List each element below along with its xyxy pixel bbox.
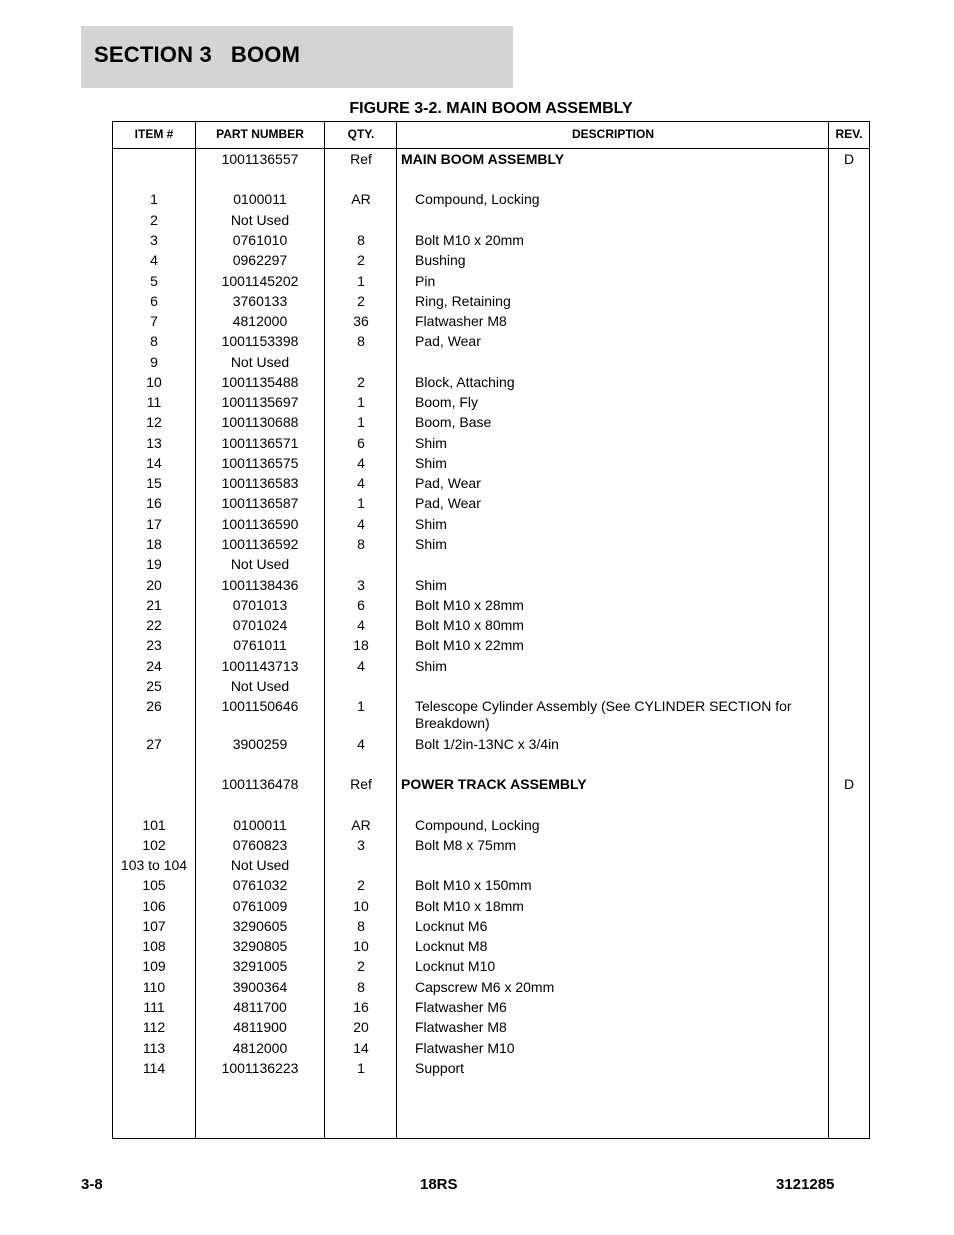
- qty-cell: 2: [357, 252, 365, 268]
- description-cell: Flatwasher M10: [415, 1040, 515, 1056]
- item-cell: 106: [142, 898, 166, 914]
- rev-cell: D: [843, 776, 855, 792]
- part-number-cell: 1001150646: [221, 698, 299, 714]
- part-number-cell: 3290805: [232, 938, 288, 954]
- qty-cell: 4: [357, 516, 365, 532]
- part-number-cell: 1001135697: [221, 394, 299, 410]
- description-cell: Bolt M10 x 22mm: [415, 637, 524, 653]
- table-row: [113, 577, 869, 597]
- table-row: [113, 1019, 869, 1039]
- item-cell: 109: [142, 958, 166, 974]
- part-number-cell: 0100011: [233, 191, 287, 207]
- item-cell: 4: [150, 252, 158, 268]
- table-row: [113, 857, 869, 877]
- part-number-cell: 3760133: [232, 293, 288, 309]
- table-row: [113, 678, 869, 698]
- description-cell: Locknut M8: [415, 938, 488, 954]
- description-cell: Shim: [415, 455, 447, 471]
- table-row: [113, 333, 869, 353]
- item-cell: 9: [150, 354, 158, 370]
- description-cell: Bolt M8 x 75mm: [415, 837, 517, 853]
- description-cell: Flatwasher M6: [415, 999, 507, 1015]
- table-row: [113, 232, 869, 252]
- table-row: [113, 394, 869, 414]
- qty-cell: 36: [353, 313, 369, 329]
- description-cell: Shim: [415, 536, 447, 552]
- part-number-cell: 1001143713: [221, 658, 299, 674]
- qty-cell: 4: [357, 455, 365, 471]
- part-number-cell: 3291005: [232, 958, 288, 974]
- description-cell: Bolt 1/2in-13NC x 3/4in: [415, 736, 559, 752]
- item-cell: 111: [143, 999, 165, 1015]
- item-cell: 8: [150, 333, 158, 349]
- description-cell: Shim: [415, 435, 447, 451]
- qty-cell: 2: [357, 374, 365, 390]
- table-header: [113, 122, 869, 149]
- rev-cell: D: [843, 151, 855, 167]
- description-cell: Ring, Retaining: [415, 293, 511, 309]
- qty-cell: 3: [357, 837, 365, 853]
- part-number-cell: 1001136223: [221, 1060, 299, 1076]
- qty-cell: 10: [353, 898, 369, 914]
- part-number-cell: 0761009: [232, 898, 288, 914]
- part-number-cell: 0701024: [232, 617, 288, 633]
- part-number-cell: 1001136571: [221, 435, 299, 451]
- description-cell: Flatwasher M8: [415, 313, 507, 329]
- header-item: ITEM #: [134, 127, 174, 141]
- qty-cell: 1: [357, 273, 365, 289]
- item-cell: 12: [146, 414, 162, 430]
- part-number-cell: 0701013: [232, 597, 288, 613]
- table-row: [113, 938, 869, 958]
- qty-cell: 8: [357, 979, 365, 995]
- part-number-cell: 1001145202: [221, 273, 299, 289]
- part-number-cell: 3290605: [232, 918, 288, 934]
- item-cell: 101: [142, 817, 166, 833]
- description-cell: Locknut M6: [415, 918, 488, 934]
- description-cell: Bolt M10 x 28mm: [415, 597, 524, 613]
- qty-cell: AR: [351, 817, 371, 833]
- description-cell: Pad, Wear: [415, 333, 481, 349]
- item-cell: 15: [146, 475, 162, 491]
- table-row: [113, 212, 869, 232]
- description-cell: Support: [415, 1060, 465, 1076]
- qty-cell: 1: [357, 394, 365, 410]
- item-cell: 19: [146, 556, 162, 572]
- item-cell: 21: [146, 597, 162, 613]
- qty-cell: 8: [357, 333, 365, 349]
- qty-cell: Ref: [350, 151, 372, 167]
- table-row: [113, 658, 869, 678]
- footer-model: 18RS: [420, 1176, 458, 1193]
- item-cell: 27: [146, 736, 162, 752]
- description-cell: Flatwasher M8: [415, 1019, 507, 1035]
- item-cell: 14: [146, 455, 162, 471]
- part-number-cell: 1001153398: [221, 333, 299, 349]
- section-banner: [81, 26, 513, 88]
- table-row: [113, 354, 869, 374]
- qty-cell: 6: [357, 597, 365, 613]
- item-cell: 10: [146, 374, 162, 390]
- description-cell: Bolt M10 x 20mm: [415, 232, 524, 248]
- part-number-cell: 1001136592: [221, 536, 299, 552]
- description-cell: Block, Attaching: [415, 374, 515, 390]
- qty-cell: 2: [357, 958, 365, 974]
- item-cell: 25: [146, 678, 162, 694]
- part-number-cell: 0761032: [232, 877, 288, 893]
- part-number-cell: 1001136478: [221, 776, 299, 792]
- assembly-row: [113, 151, 869, 171]
- table-row: [113, 252, 869, 272]
- table-row: [113, 1060, 869, 1080]
- qty-cell: 3: [357, 577, 365, 593]
- header-part-number: PART NUMBER: [216, 127, 304, 141]
- header-qty: QTY.: [347, 127, 375, 141]
- qty-cell: 8: [357, 918, 365, 934]
- table-row: [113, 877, 869, 897]
- part-number-cell: Not Used: [230, 354, 290, 370]
- table-row: [113, 736, 869, 756]
- part-number-cell: 4812000: [232, 1040, 288, 1056]
- table-row: [113, 516, 869, 536]
- part-number-cell: 4811900: [233, 1019, 287, 1035]
- item-cell: 6: [150, 293, 158, 309]
- item-cell: 113: [142, 1040, 166, 1056]
- description-cell: Shim: [415, 577, 447, 593]
- table-row: [113, 475, 869, 495]
- part-number-cell: 4812000: [232, 313, 288, 329]
- table-row: [113, 414, 869, 434]
- item-cell: 105: [142, 877, 166, 893]
- footer-doc-number: 3121285: [776, 1176, 835, 1193]
- figure-title: FIGURE 3-2. MAIN BOOM ASSEMBLY: [349, 100, 633, 117]
- table-row: [113, 817, 869, 837]
- parts-table: [112, 121, 870, 1139]
- table-row: [113, 273, 869, 293]
- qty-cell: 20: [353, 1019, 369, 1035]
- table-row: [113, 898, 869, 918]
- qty-cell: 2: [357, 293, 365, 309]
- item-cell: 108: [142, 938, 166, 954]
- description-cell: POWER TRACK ASSEMBLY: [401, 776, 587, 792]
- item-cell: 110: [142, 979, 166, 995]
- item-cell: 13: [146, 435, 162, 451]
- table-row: [113, 597, 869, 617]
- qty-cell: 1: [357, 698, 365, 714]
- part-number-cell: 1001130688: [221, 414, 299, 430]
- item-cell: 7: [150, 313, 158, 329]
- item-cell: 18: [146, 536, 162, 552]
- table-row: [113, 374, 869, 394]
- part-number-cell: 1001136587: [221, 495, 299, 511]
- description-cell: Telescope Cylinder Assembly (See CYLINDER SECTION for Breakdown): [415, 698, 792, 731]
- table-row: [113, 637, 869, 657]
- item-cell: 24: [146, 658, 162, 674]
- item-cell: 2: [150, 212, 158, 228]
- qty-cell: 16: [353, 999, 369, 1015]
- item-cell: 22: [146, 617, 162, 633]
- description-cell: Locknut M10: [415, 958, 496, 974]
- qty-cell: 1: [357, 414, 365, 430]
- part-number-cell: 0760823: [232, 837, 288, 853]
- qty-cell: 4: [357, 475, 365, 491]
- qty-cell: 14: [353, 1040, 369, 1056]
- table-row: [113, 556, 869, 576]
- item-cell: 107: [142, 918, 166, 934]
- table-row: [113, 698, 869, 731]
- qty-cell: 10: [353, 938, 369, 954]
- item-cell: 20: [146, 577, 162, 593]
- item-cell: 23: [146, 637, 162, 653]
- table-row: [113, 455, 869, 475]
- table-row: [113, 958, 869, 978]
- description-cell: Compound, Locking: [415, 817, 540, 833]
- item-cell: 26: [146, 698, 162, 714]
- table-row: [113, 191, 869, 211]
- assembly-row: [113, 776, 869, 796]
- item-cell: 11: [146, 394, 162, 410]
- part-number-cell: 1001136583: [221, 475, 299, 491]
- item-cell: 17: [146, 516, 162, 532]
- qty-cell: 4: [357, 736, 365, 752]
- description-cell: Shim: [415, 516, 447, 532]
- qty-cell: Ref: [350, 776, 372, 792]
- table-row: [113, 435, 869, 455]
- description-cell: Bolt M10 x 150mm: [415, 877, 532, 893]
- qty-cell: 8: [357, 232, 365, 248]
- table-row: [113, 293, 869, 313]
- item-cell: 3: [150, 232, 158, 248]
- table-row: [113, 536, 869, 556]
- part-number-cell: 3900259: [232, 736, 288, 752]
- table-row: [113, 999, 869, 1019]
- description-cell: Boom, Fly: [415, 394, 479, 410]
- part-number-cell: 0761011: [233, 637, 287, 653]
- description-cell: Compound, Locking: [415, 191, 540, 207]
- footer-page-number: 3-8: [81, 1176, 103, 1193]
- qty-cell: 2: [357, 877, 365, 893]
- item-cell: 103 to 104: [120, 857, 188, 873]
- table-row: [113, 313, 869, 333]
- part-number-cell: 1001135488: [221, 374, 299, 390]
- part-number-cell: 1001136557: [221, 151, 299, 167]
- part-number-cell: Not Used: [230, 678, 290, 694]
- part-number-cell: 0761010: [232, 232, 288, 248]
- description-cell: Boom, Base: [415, 414, 492, 430]
- table-row: [113, 1040, 869, 1060]
- description-cell: MAIN BOOM ASSEMBLY: [401, 151, 565, 167]
- description-cell: Bushing: [415, 252, 466, 268]
- item-cell: 114: [142, 1060, 166, 1076]
- part-number-cell: Not Used: [230, 857, 290, 873]
- description-cell: Capscrew M6 x 20mm: [415, 979, 555, 995]
- item-cell: 1: [150, 191, 158, 207]
- item-cell: 16: [146, 495, 162, 511]
- part-number-cell: 1001136575: [221, 455, 299, 471]
- table-row: [113, 918, 869, 938]
- qty-cell: 1: [357, 1060, 365, 1076]
- description-cell: Pin: [415, 273, 436, 289]
- qty-cell: 18: [353, 637, 369, 653]
- part-number-cell: 1001138436: [221, 577, 299, 593]
- description-cell: Shim: [415, 658, 447, 674]
- description-cell: Bolt M10 x 80mm: [415, 617, 524, 633]
- qty-cell: 1: [357, 495, 365, 511]
- part-number-cell: 1001136590: [221, 516, 299, 532]
- header-description: DESCRIPTION: [571, 127, 654, 141]
- header-rev: REV.: [835, 127, 863, 141]
- description-cell: Pad, Wear: [415, 495, 481, 511]
- part-number-cell: 0100011: [233, 817, 287, 833]
- qty-cell: AR: [351, 191, 371, 207]
- item-cell: 102: [142, 837, 166, 853]
- qty-cell: 4: [357, 617, 365, 633]
- part-number-cell: 3900364: [232, 979, 288, 995]
- qty-cell: 6: [357, 435, 365, 451]
- part-number-cell: 0962297: [232, 252, 288, 268]
- part-number-cell: 4811700: [233, 999, 287, 1015]
- part-number-cell: Not Used: [230, 212, 290, 228]
- item-cell: 5: [150, 273, 158, 289]
- table-row: [113, 495, 869, 515]
- table-row: [113, 979, 869, 999]
- description-cell: Bolt M10 x 18mm: [415, 898, 524, 914]
- table-row: [113, 837, 869, 857]
- section-title: SECTION 3 BOOM: [94, 42, 301, 67]
- item-cell: 112: [142, 1019, 166, 1035]
- qty-cell: 8: [357, 536, 365, 552]
- description-cell: Pad, Wear: [415, 475, 481, 491]
- table-row: [113, 617, 869, 637]
- qty-cell: 4: [357, 658, 365, 674]
- part-number-cell: Not Used: [230, 556, 290, 572]
